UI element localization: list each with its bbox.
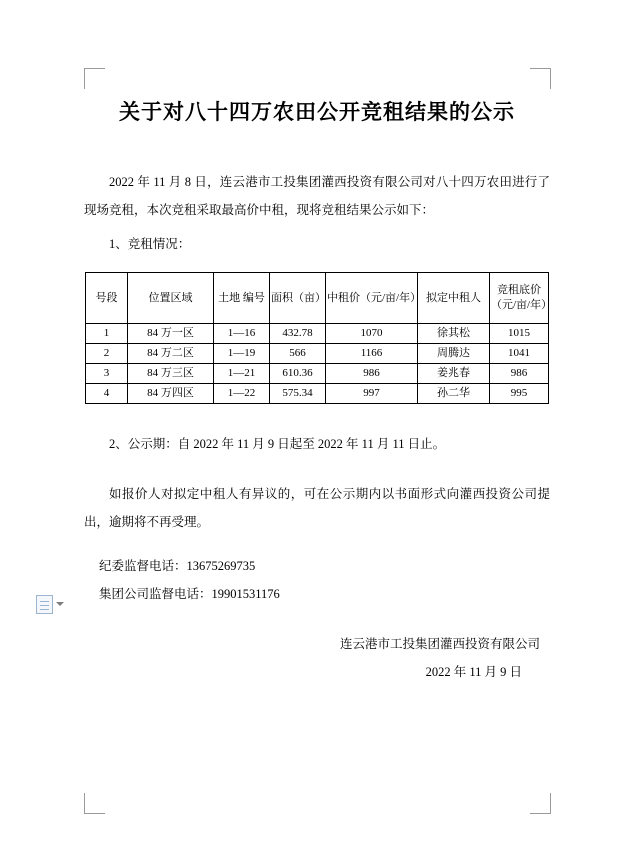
document-content	[84, 68, 553, 813]
table-cell: 432.78	[270, 324, 326, 344]
table-header-cell: 号段	[86, 273, 128, 324]
table-header-cell: 面积（亩）	[270, 273, 326, 324]
paste-options-control[interactable]	[36, 594, 66, 614]
table-cell: 986	[490, 364, 549, 384]
table-cell: 1070	[326, 324, 418, 344]
table-header-cell: 拟定中租人	[418, 273, 490, 324]
notice-paragraph: 如报价人对拟定中租人有异议的，可在公示期内以书面形式向灌西投资公司提出，逾期将不再受理。	[84, 487, 550, 529]
table-row	[86, 364, 549, 384]
table-row	[86, 324, 549, 344]
table-header-cell: 位置区域	[128, 273, 214, 324]
table-header-cell: 土地 编号	[214, 273, 270, 324]
table-cell: 4	[86, 384, 128, 404]
bid-result-table	[85, 272, 553, 404]
signature-date: 2022 年 11 月 9 日	[425, 665, 522, 679]
table-cell: 84 万三区	[128, 364, 214, 384]
table-cell: 84 万一区	[128, 324, 214, 344]
table-header-cell: 中租价（元/亩/年）	[326, 273, 418, 324]
table-cell: 84 万二区	[128, 344, 214, 364]
chevron-down-icon[interactable]	[56, 602, 64, 606]
table-row	[86, 344, 549, 364]
table-cell: 周腾达	[418, 344, 490, 364]
table-cell: 3	[86, 364, 128, 384]
table-cell: 1	[86, 324, 128, 344]
table-cell: 1166	[326, 344, 418, 364]
table-cell: 575.34	[270, 384, 326, 404]
lead-paragraph: 2022 年 11 月 8 日，连云港市工投集团灌西投资有限公司对八十四万农田进行了现场竞租，本次竞租采取最高价中租，现将竞租结果公示如下：	[84, 175, 550, 217]
phone-group: 集团公司监督电话：19901531176	[99, 587, 280, 601]
signature-org: 连云港市工投集团灌西投资有限公司	[339, 637, 540, 651]
table-cell: 566	[270, 344, 326, 364]
table-cell: 610.36	[270, 364, 326, 384]
table-cell: 1—19	[214, 344, 270, 364]
table-cell: 997	[326, 384, 418, 404]
table-cell: 2	[86, 344, 128, 364]
table-cell: 姜兆春	[418, 364, 490, 384]
document-icon	[36, 595, 53, 614]
phone-discipline: 纪委监督电话：13675269735	[99, 559, 256, 573]
table-cell: 995	[490, 384, 549, 404]
table-header-row	[86, 273, 549, 324]
table-cell: 徐其松	[418, 324, 490, 344]
table-cell: 1—16	[214, 324, 270, 344]
table-cell: 1015	[490, 324, 549, 344]
section-2-label: 2、公示期：自 2022 年 11 月 9 日起至 2022 年 11 月 11 日止。	[109, 437, 446, 451]
table-cell: 84 万四区	[128, 384, 214, 404]
table-cell: 1—22	[214, 384, 270, 404]
table-cell: 1—21	[214, 364, 270, 384]
section-1-label: 1、竞租情况：	[109, 237, 191, 251]
table-cell: 1041	[490, 344, 549, 364]
table-row	[86, 384, 549, 404]
table-cell: 孙二华	[418, 384, 490, 404]
table-cell: 986	[326, 364, 418, 384]
page-title: 关于对八十四万农田公开竞租结果的公示	[119, 100, 515, 124]
signature-block	[84, 630, 550, 686]
table-header-cell: 竞租底价（元/亩/年）	[490, 273, 549, 324]
